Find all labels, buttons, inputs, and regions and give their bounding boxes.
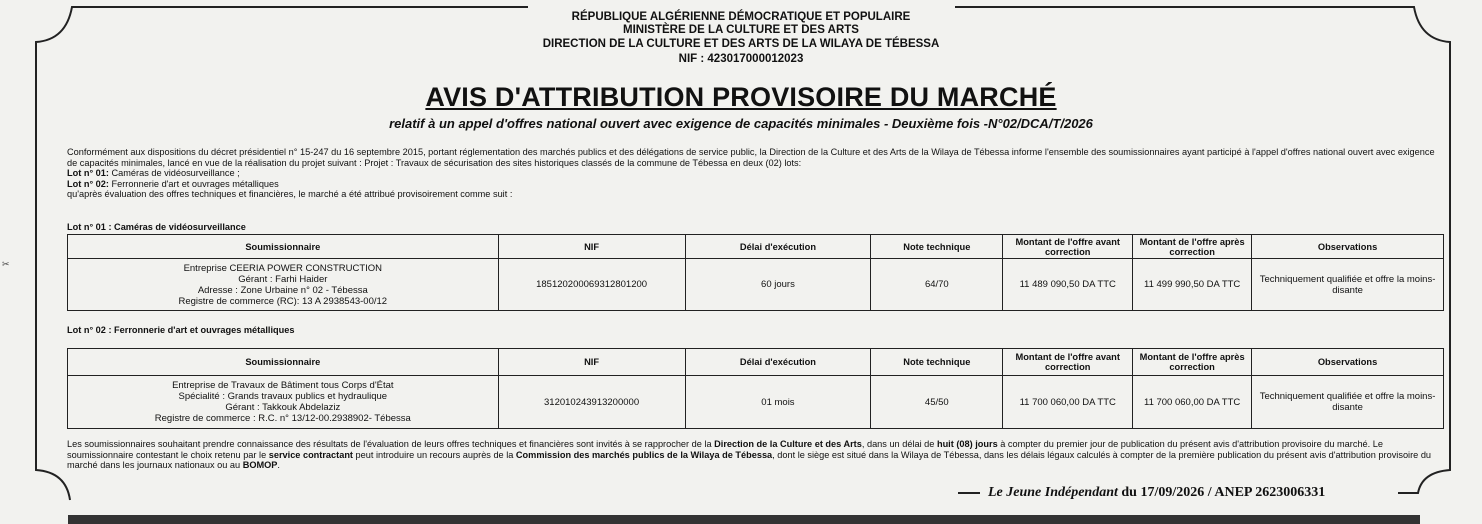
- col-observations: Observations: [1252, 349, 1444, 376]
- header-nif: NIF : 423017000012023: [678, 53, 804, 65]
- scissors-icon: ✂: [2, 259, 10, 269]
- soum-registry: Registre de commerce : R.C. n° 13/12-00.2938902- Tébessa: [154, 413, 411, 424]
- intro-text: [67, 147, 1447, 200]
- intro-paragraph: Conformément aux dispositions du décret présidentiel n° 15-247 du 16 septembre 2015, portant réglementation des marchés publics et des délégations de service public, la Direction de la Culture et des Arts de la Wilaya de Tébessa informe l'ensemble des soumissionnaires ayant participé à l'appel d'offres national ouvert avec exigence de capacités minimales, lancé en vue de la réalisation du projet suivant : Projet : Travaux de sécurisation des sites historiques classés de la commune de Tébessa en deux (02) lots:: [67, 147, 1435, 168]
- intro-lot2: [67, 179, 1447, 190]
- col-soumissionnaire: Soumissionnaire: [68, 235, 499, 259]
- publication-paper: Le Jeune Indépendant: [988, 485, 1118, 500]
- col-soumissionnaire: Soumissionnaire: [68, 349, 499, 376]
- intro-lot1-text: Caméras de vidéosurveillance ;: [108, 168, 240, 178]
- col-observations: Observations: [1252, 235, 1444, 259]
- footer-t2: , dans un délai de: [861, 439, 937, 449]
- col-nif: NIF: [498, 235, 685, 259]
- table-row: [68, 376, 1444, 429]
- intro-lot2-label: Lot n° 02:: [67, 178, 109, 189]
- intro-lot2-text: Ferronnerie d'art et ouvrages métalliques: [108, 178, 279, 189]
- cell-montant-avant: 11 700 060,00 DA TTC: [1003, 376, 1133, 429]
- footer-b5: BOMOP: [242, 460, 278, 471]
- lot2-title: Lot n° 02 : Ferronnerie d'art et ouvrages métalliques: [67, 325, 295, 335]
- lot1-table: [67, 234, 1444, 311]
- publication-date: du 17/09/2026 / ANEP 2623006331: [1117, 485, 1326, 500]
- table-row: [68, 259, 1444, 311]
- publication-line: [988, 485, 1325, 501]
- soum-address: Adresse : Zone Urbaine n° 02 - Tébessa: [197, 284, 368, 296]
- cell-montant-apres: 11 499 990,50 DA TTC: [1133, 259, 1252, 311]
- col-montant-apres: Montant de l'offre après correction: [1133, 235, 1252, 259]
- soum-manager: Gérant : Farhi Haider: [238, 273, 328, 285]
- cell-nif: 185120200069312801200: [498, 259, 685, 311]
- lot2-header-row: [68, 349, 1444, 376]
- footer-b1: Direction de la Culture et des Arts: [714, 439, 862, 449]
- lot1-header-row: [68, 235, 1444, 259]
- footer-b3: service contractant: [268, 449, 353, 460]
- intro-lot1-label: Lot n° 01:: [67, 168, 109, 178]
- col-note: Note technique: [871, 235, 1003, 259]
- notice-subtitle: relatif à un appel d'offres national ouvert avec exigence de capacités minimales - Deuxième fois -N°02/DCA/T/2026: [389, 116, 1093, 131]
- cell-observations: Techniquement qualifiée et offre la moins-disante: [1252, 376, 1444, 429]
- cell-montant-apres: 11 700 060,00 DA TTC: [1133, 376, 1252, 429]
- cell-nif: 312010243913200000: [498, 376, 685, 429]
- intro-closing: qu'après évaluation des offres techniques et financières, le marché a été attribué provisoirement comme suit :: [67, 189, 513, 199]
- cell-note: 45/50: [871, 376, 1003, 429]
- header-direction: DIRECTION DE LA CULTURE ET DES ARTS DE LA WILAYA DE TÉBESSA: [542, 38, 940, 50]
- cell-soumissionnaire: [68, 259, 499, 311]
- footer-t4: peut introduire un recours auprès de la: [353, 449, 516, 460]
- col-nif: NIF: [498, 349, 685, 376]
- footer-b4: Commission des marchés publics de la Wilaya de Tébessa: [515, 449, 773, 460]
- cell-soumissionnaire: [68, 376, 499, 429]
- header-republic: RÉPUBLIQUE ALGÉRIENNE DÉMOCRATIQUE ET POPULAIRE: [571, 11, 911, 23]
- col-montant-avant: Montant de l'offre avant correction: [1003, 349, 1133, 376]
- col-montant-avant: Montant de l'offre avant correction: [1003, 235, 1133, 259]
- soum-company: Entreprise CEERIA POWER CONSTRUCTION: [183, 262, 383, 274]
- cell-delai: 01 mois: [685, 376, 871, 429]
- intro-lot1: [67, 168, 1447, 179]
- header-ministry: MINISTÈRE DE LA CULTURE ET DES ARTS: [623, 24, 859, 36]
- lot1-title: Lot n° 01 : Caméras de vidéosurveillance: [67, 222, 246, 232]
- col-montant-apres: Montant de l'offre après correction: [1133, 349, 1252, 376]
- footer-b2: huit (08) jours: [936, 439, 998, 449]
- col-delai: Délai d'exécution: [685, 235, 871, 259]
- soum-speciality: Spécialité : Grands travaux publics et hydraulique: [178, 391, 388, 402]
- col-note: Note technique: [871, 349, 1003, 376]
- soum-manager: Gérant : Takkouk Abdelaziz: [225, 402, 341, 413]
- cell-observations: Techniquement qualifiée et offre la moins-disante: [1252, 259, 1444, 311]
- soum-company: Entreprise de Travaux de Bâtiment tous Corps d'État: [172, 380, 394, 391]
- notice-title: AVIS D'ATTRIBUTION PROVISOIRE DU MARCHÉ: [425, 82, 1057, 112]
- footer-t3: à compter du premier jour de publication du présent avis d'attribution provisoire du marché. Le soumissionnaire contestant le choix retenu par le: [67, 439, 1383, 460]
- lot2-table: [67, 348, 1444, 429]
- cell-delai: 60 jours: [685, 259, 871, 311]
- footer-t5: , dont le siège est situé dans la Wilaya de Tébessa, dans les délais légaux calculés à compter de la première publication du présent avis d'attribution provisoire du marché dans les journaux nationaux ou au: [67, 449, 1432, 471]
- page-bottom-band: [68, 515, 1420, 524]
- cell-montant-avant: 11 489 090,50 DA TTC: [1003, 259, 1133, 311]
- cell-note: 64/70: [871, 259, 1003, 311]
- footer-t1: Les soumissionnaires souhaitant prendre connaissance des résultats de l'évaluation de leurs offres techniques et financières sont invités à se rapprocher de la: [67, 439, 715, 449]
- col-delai: Délai d'exécution: [685, 349, 871, 376]
- footer-t6: .: [277, 460, 280, 471]
- footer-text: [67, 439, 1447, 471]
- soum-registry: Registre de commerce (RC): 13 A 2938543-00/12: [178, 295, 388, 307]
